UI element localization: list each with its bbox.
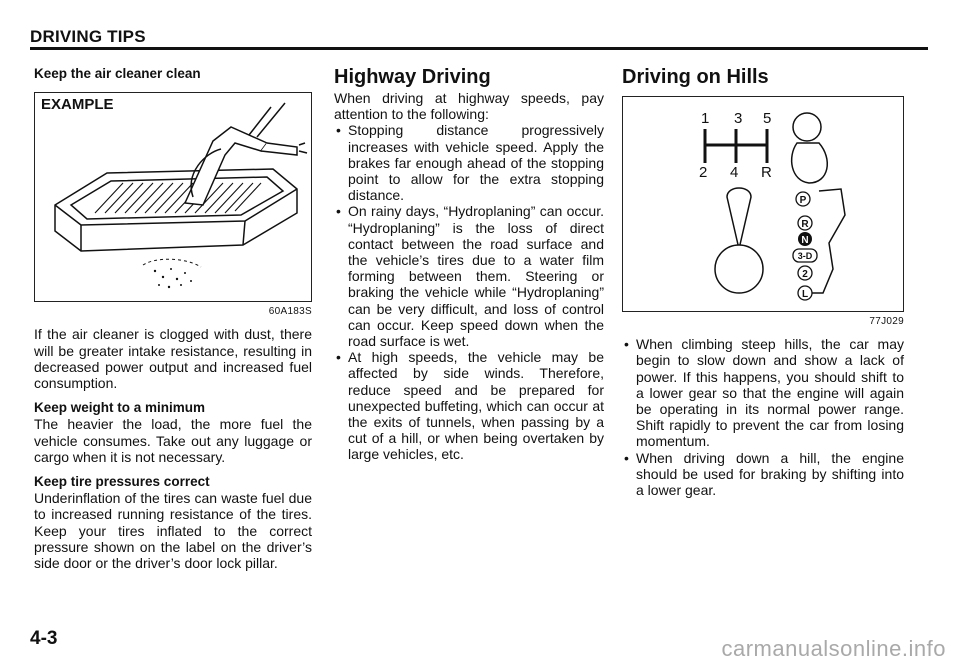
- list-item: • At high speeds, the vehicle may be affected by side winds. Therefore, reduce speed and be prepared for unexpected buffeting, which can occur at the exits of tunnels, when passing by a cut of a hill, or when being overtaken by large vehicles, etc.: [336, 349, 604, 463]
- auto-gear-p: P: [799, 195, 807, 206]
- air-filter-illustration: [35, 93, 309, 299]
- auto-gear-l: L: [801, 289, 809, 300]
- column-driving-on-hills: [622, 66, 904, 498]
- column-air-cleaner: [34, 66, 312, 571]
- air-cleaner-heading: Keep the air cleaner clean: [34, 66, 201, 81]
- list-item: • Stopping distance progressively increases with vehicle speed. Apply the brakes far enough ahead of the stopping point to allow for the extra stopping distance.: [336, 122, 604, 204]
- weight-heading: Keep weight to a minimum: [34, 400, 206, 416]
- list-item: • On rainy days, “Hydroplaning” can occur. “Hydroplaning” is the loss of direct contact between the road surface and the vehicle’s tires due to a water film forming between them. Steering or braking the vehicle while “Hydroplaning” can be very difficult, and loss of control can occur. Keep speed down when the road surface is wet.: [336, 203, 604, 350]
- figure-code: 77J029: [869, 316, 904, 327]
- hills-bullet-list: [622, 336, 904, 498]
- gear-label-2: 2: [699, 164, 708, 181]
- page-title: DRIVING TIPS: [30, 27, 146, 46]
- highway-intro: When driving at highway speeds, pay attention to the following:: [334, 90, 604, 123]
- gear-label-4: 4: [730, 164, 739, 181]
- auto-gear-2: 2: [802, 269, 808, 280]
- tire-heading: Keep tire pressures correct: [34, 474, 210, 490]
- auto-gear-n: N: [801, 235, 809, 246]
- figure-label: EXAMPLE: [41, 96, 114, 114]
- figure-code: 60A183S: [268, 306, 312, 318]
- air-cleaner-text: If the air cleaner is clogged with dust, there will be greater intake resistance, resulting in decreased power output and increased fuel consumption.: [34, 326, 312, 392]
- air-cleaner-figure: [34, 92, 312, 302]
- gear-shift-illustration: [623, 97, 901, 309]
- gear-label-5: 5: [763, 110, 772, 127]
- highway-heading: Highway Driving: [334, 66, 491, 88]
- column-highway-driving: [334, 66, 604, 463]
- list-item: • When driving down a hill, the engine should be used for braking by shifting into a lower gear.: [624, 449, 904, 499]
- weight-text: The heavier the load, the more fuel the vehicle consumes. Take out any luggage or cargo when it is not necessary.: [34, 416, 312, 465]
- gear-label-3: 3: [734, 110, 743, 127]
- header-rule: [30, 47, 928, 50]
- page-number: 4-3: [30, 628, 58, 649]
- tire-text: Underinflation of the tires can waste fuel due to increased running resistance of the tires. Keep your tires inflated to the correct pressure shown on the label on the driver’s side door or the driver’s door lock pillar.: [34, 490, 312, 572]
- hills-heading: Driving on Hills: [622, 66, 769, 88]
- list-item: • When climbing steep hills, the car may begin to slow down and show a lack of power. If this happens, you should shift to a lower gear so that the engine will again be operating in its normal power range. Shift rapidly to prevent the car from losing momentum.: [624, 336, 904, 450]
- auto-gear-r: R: [801, 219, 809, 230]
- highway-bullet-list: [334, 122, 604, 462]
- gear-shift-figure: [622, 96, 904, 312]
- watermark: carmanualsonline.info: [721, 636, 946, 661]
- gear-label-r: R: [761, 164, 772, 181]
- gear-label-1: 1: [701, 110, 710, 127]
- auto-gear-3d: 3-D: [797, 251, 813, 261]
